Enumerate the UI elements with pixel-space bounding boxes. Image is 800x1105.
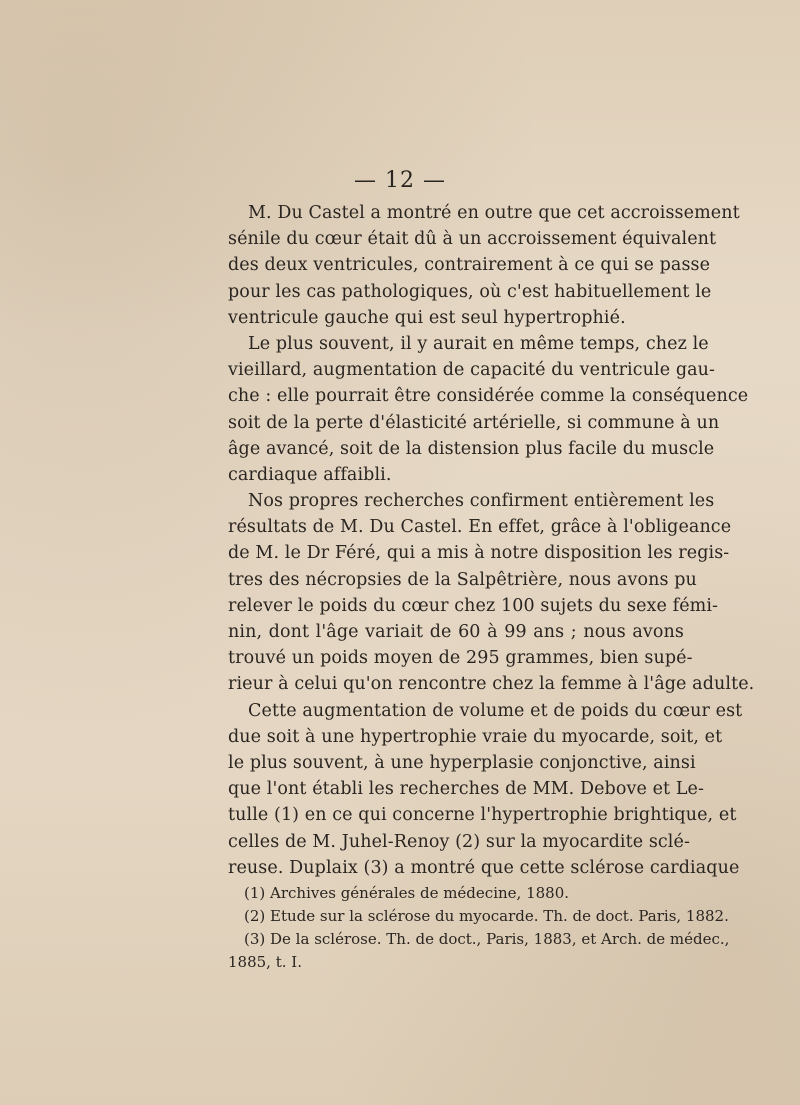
text-line: ventricule gauche qui est seul hypertrophié. xyxy=(228,307,626,328)
text-line: Le plus souvent, il y aurait en même temps, chez le xyxy=(248,333,709,354)
footnote: (3) De la sclérose. Th. de doct., Paris, 1883, et Arch. de médec., xyxy=(244,930,730,948)
text-line: tres des nécropsies de la Salpêtrière, nous avons pu xyxy=(228,569,697,590)
text-line: que l'ont établi les recherches de MM. Debove et Le- xyxy=(228,779,705,800)
text-line: trouvé un poids moyen de 295 grammes, bien supé- xyxy=(228,648,693,669)
text-line: che : elle pourrait être considérée comme la conséquence xyxy=(228,386,749,407)
text-line: relever le poids du cœur chez 100 sujets du sexe fémi- xyxy=(228,595,719,616)
text-line: sénile du cœur était dû à un accroissement équivalent xyxy=(228,229,717,250)
text-line: âge avancé, soit de la distension plus facile du muscle xyxy=(228,438,715,459)
text-line: pour les cas pathologiques, où c'est habituellement le xyxy=(228,281,712,302)
text-line: des deux ventricules, contrairement à ce qui se passe xyxy=(228,255,711,276)
text-line: le plus souvent, à une hyperplasie conjonctive, ainsi xyxy=(228,752,696,773)
body-text xyxy=(228,200,755,881)
text-line: de M. le Dr Féré, qui a mis à notre disposition les regis- xyxy=(228,543,730,564)
page-number: — 12 — xyxy=(354,168,446,193)
text-line: celles de M. Juhel-Renoy (2) sur la myocardite sclé- xyxy=(228,831,690,852)
text-line: Nos propres recherches confirment entièrement les xyxy=(248,491,715,512)
footnote: (1) Archives générales de médecine, 1880. xyxy=(244,884,570,902)
text-line: vieillard, augmentation de capacité du ventricule gau- xyxy=(228,360,716,381)
text-line: soit de la perte d'élasticité artérielle, si commune à un xyxy=(228,412,720,433)
text-line: tulle (1) en ce qui concerne l'hypertrophie brightique, et xyxy=(228,805,737,826)
text-line: résultats de M. Du Castel. En effet, grâce à l'obligeance xyxy=(228,517,732,538)
footnote: (2) Etude sur la sclérose du myocarde. Th. de doct. Paris, 1882. xyxy=(244,907,729,925)
text-line: reuse. Duplaix (3) a montré que cette sclérose cardiaque xyxy=(228,857,740,878)
text-line: due soit à une hypertrophie vraie du myocarde, soit, et xyxy=(228,726,723,747)
text-line: rieur à celui qu'on rencontre chez la femme à l'âge adulte. xyxy=(228,674,755,695)
footnotes xyxy=(228,882,730,974)
footnote-continuation: 1885, t. I. xyxy=(228,953,302,971)
text-line: cardiaque affaibli. xyxy=(228,464,392,485)
text-line: Cette augmentation de volume et de poids du cœur est xyxy=(248,700,743,721)
text-line: nin, dont l'âge variait de 60 à 99 ans ; nous avons xyxy=(228,622,684,642)
text-line: M. Du Castel a montré en outre que cet accroissement xyxy=(248,203,740,223)
